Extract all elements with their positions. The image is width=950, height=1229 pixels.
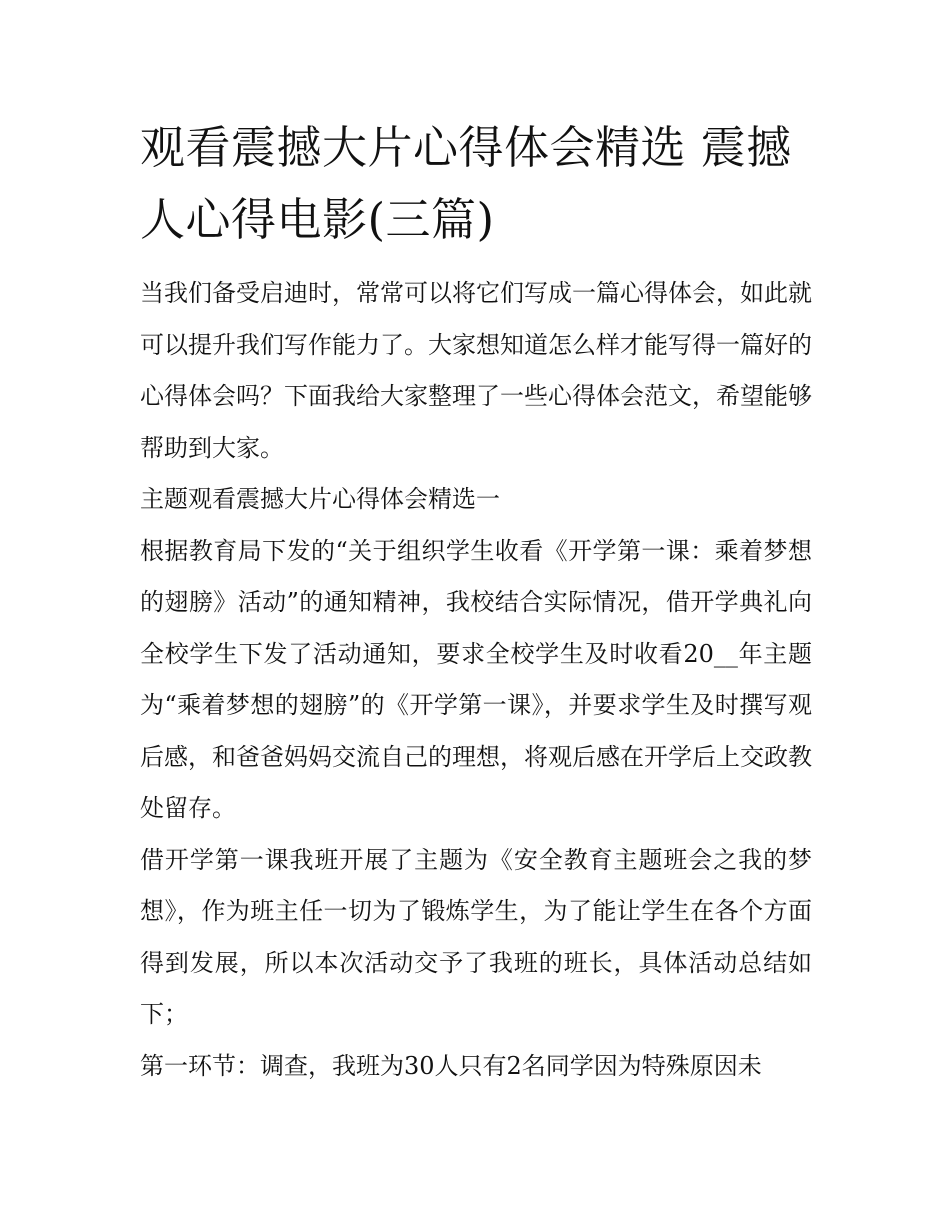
document-title: 观看震撼大片心得体会精选 震撼人心得电影(三篇) (140, 121, 792, 246)
body-paragraph: 第一环节：调查，我班为30人只有2名同学因为特殊原因未 (140, 1051, 762, 1080)
body-paragraph: 借开学第一课我班开展了主题为《安全教育主题班会之我的梦想》，作为班主任一切为了锻炼学生，为了能让学生在各个方面得到发展，所以本次活动交予了我班的班长，具体活动总结如下； (140, 845, 812, 1028)
body-paragraph: 根据教育局下发的“关于组织学生收看《开学第一课：乘着梦想的翅膀》活动”的通知精神，我校结合实际情况，借开学典礼向全校学生下发了活动通知，要求全校学生及时收看20__年主题为“乘着梦想的翅膀”的《开学第一课》，并要求学生及时撰写观后感，和爸爸妈妈交流自己的理想，将观后感在开学后上交政教处留存。 (140, 536, 812, 822)
intro-paragraph: 当我们备受启迪时，常常可以将它们写成一篇心得体会，如此就可以提升我们写作能力了。大家想知道怎么样才能写得一篇好的心得体会吗？下面我给大家整理了一些心得体会范文，希望能够帮助到大家。 (140, 279, 812, 462)
document-page (140, 112, 812, 1092)
section-heading: 主题观看震撼大片心得体会精选一 (140, 485, 500, 513)
